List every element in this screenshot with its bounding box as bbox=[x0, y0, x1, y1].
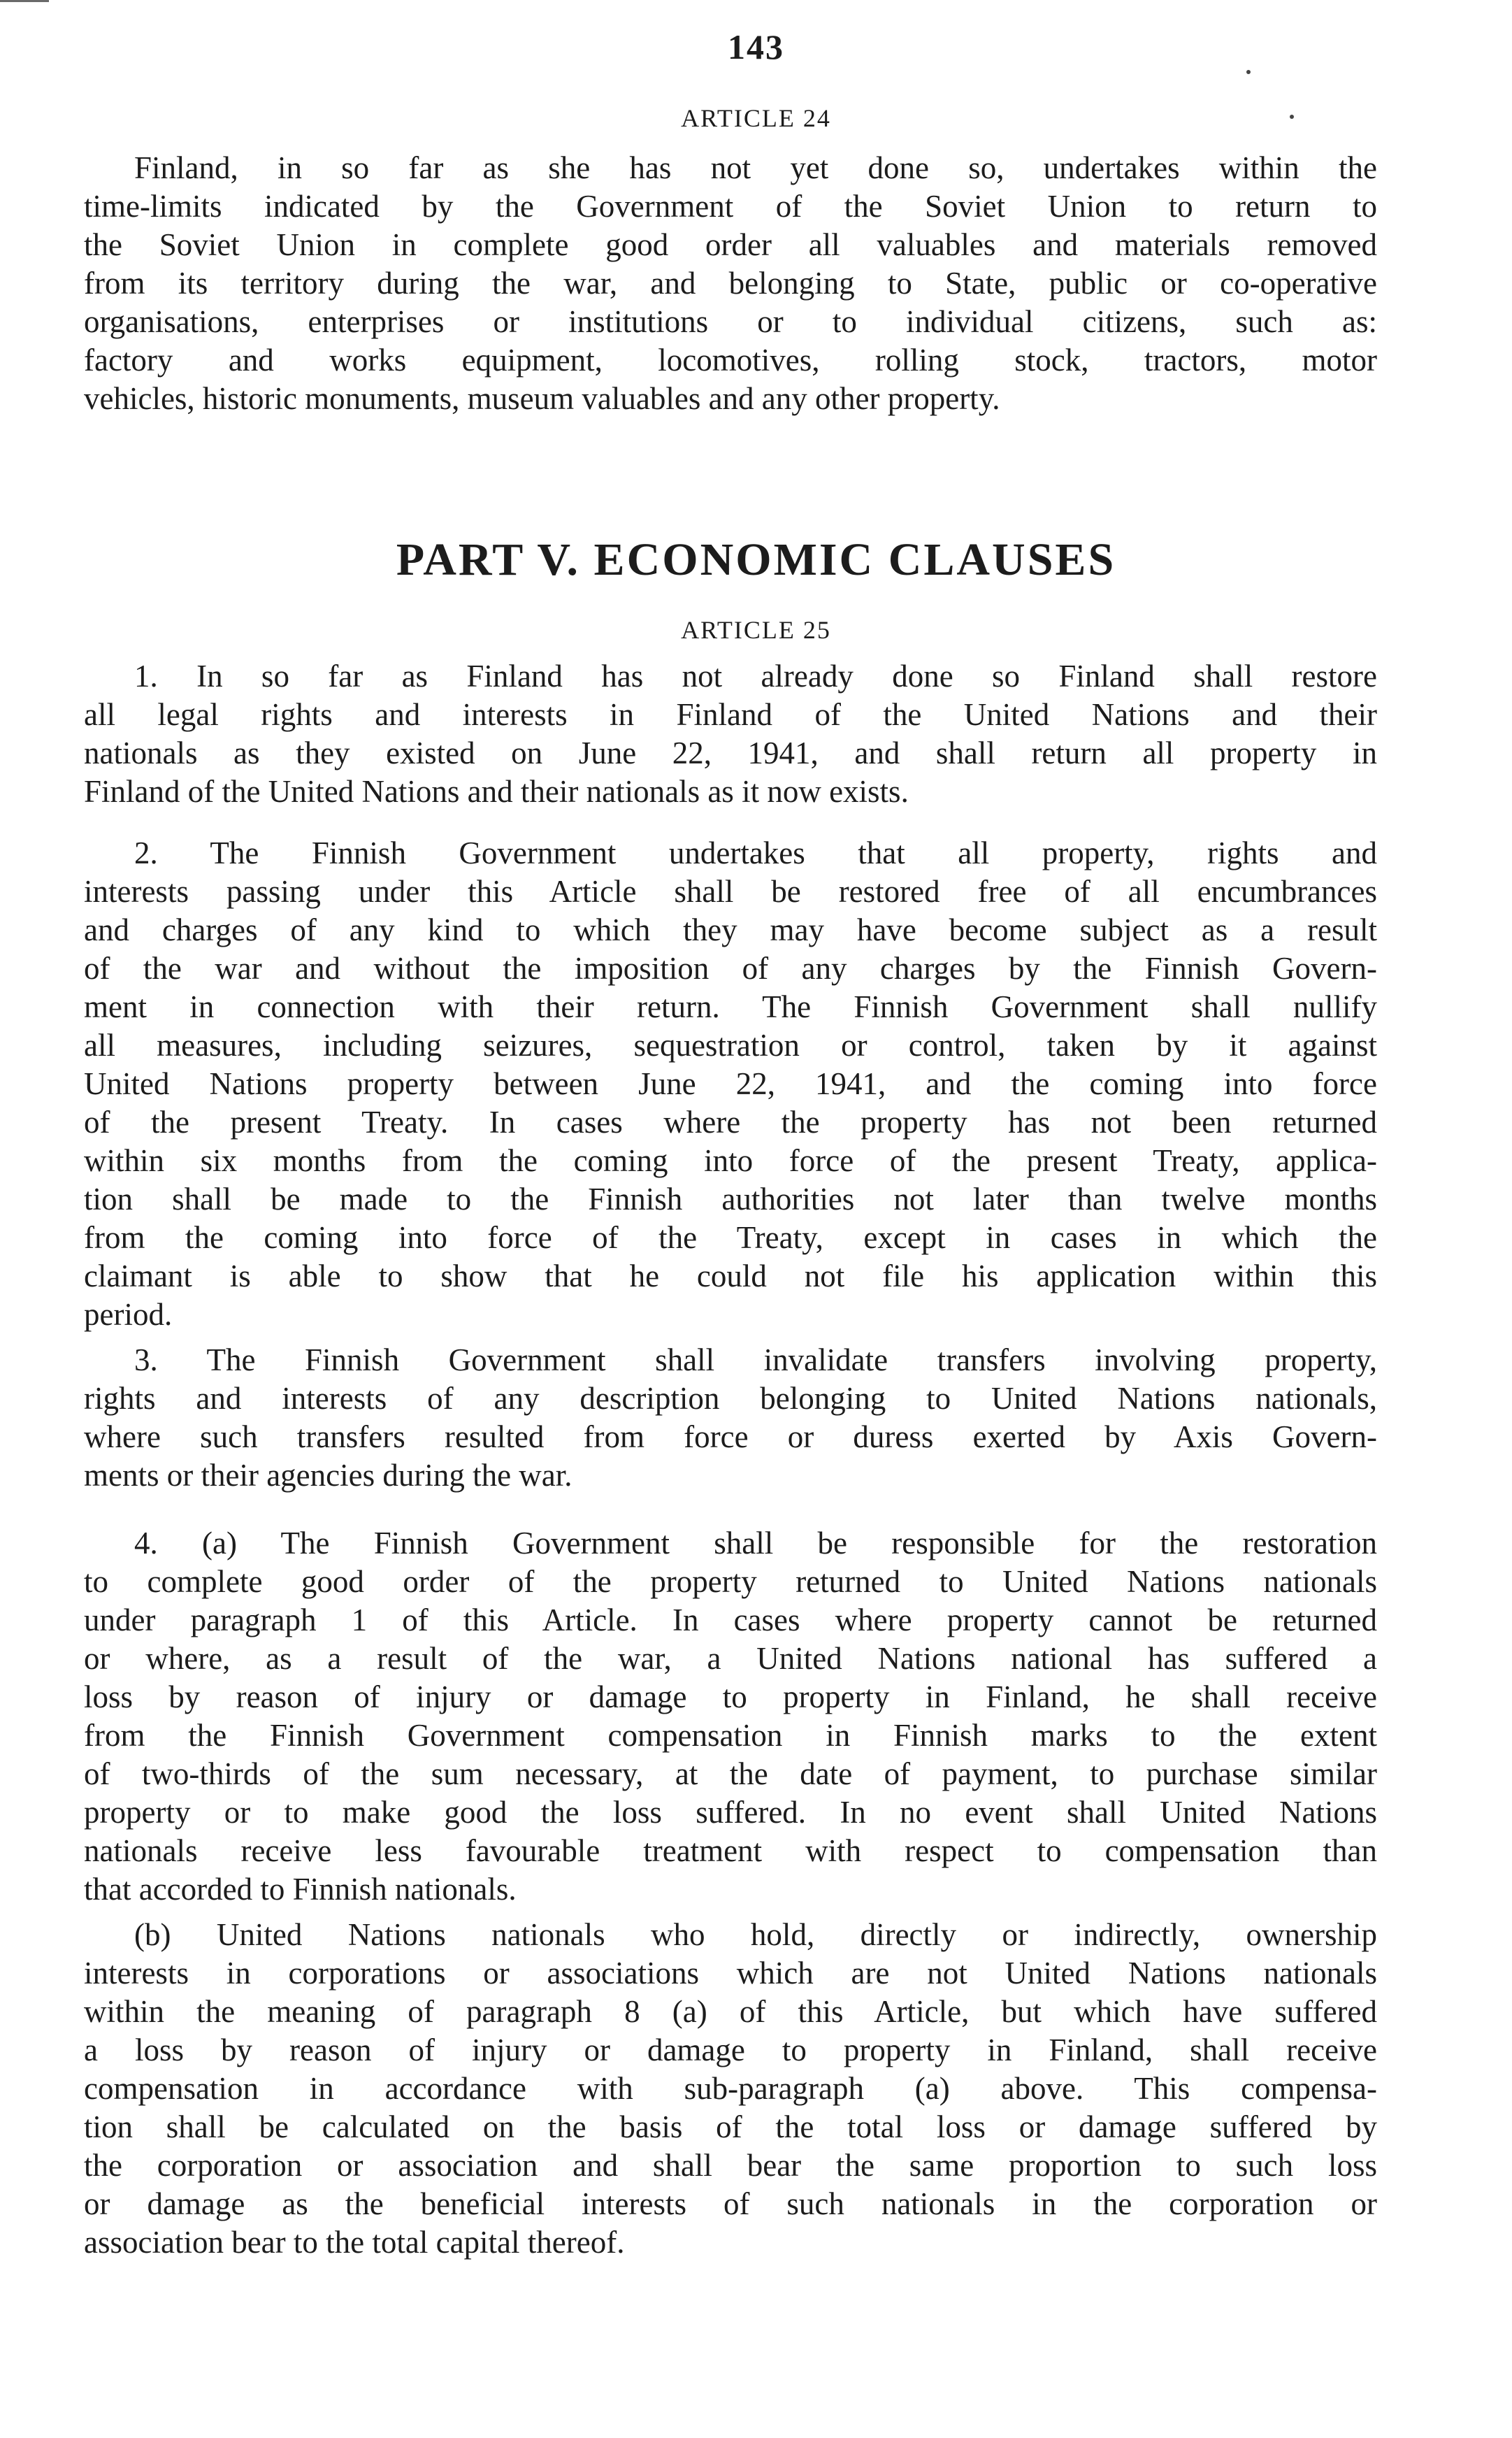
text-line: nationals as they existed on June 22, 1941, and shall return all property in bbox=[84, 736, 1377, 770]
text-line: time-limits indicated by the Government of the Soviet Union to return to bbox=[84, 189, 1377, 224]
text-line: claimant is able to show that he could not file his application within this bbox=[84, 1259, 1377, 1293]
text-line: nationals receive less favourable treatment with respect to compensation than bbox=[84, 1833, 1377, 1868]
text-line: organisations, enterprises or institutions or to individual citizens, such as: bbox=[84, 304, 1377, 339]
text-line: of the war and without the imposition of any charges by the Finnish Govern- bbox=[84, 951, 1377, 986]
text-line: 1. In so far as Finland has not already done so Finland shall restore bbox=[134, 659, 1377, 694]
text-line: interests in corporations or associations which are not United Nations nationals bbox=[84, 1956, 1377, 1991]
page-number: 143 bbox=[728, 27, 784, 66]
part-v-heading: PART V. ECONOMIC CLAUSES bbox=[396, 534, 1116, 585]
text-line: within the meaning of paragraph 8 (a) of this Article, but which have suffered bbox=[84, 1994, 1377, 2029]
text-line: ments or their agencies during the war. bbox=[84, 1458, 573, 1493]
article-24-text bbox=[84, 149, 1377, 418]
text-line: association bear to the total capital thereof. bbox=[84, 2225, 625, 2260]
text-line: from its territory during the war, and belonging to State, public or co-operative bbox=[84, 266, 1377, 301]
text-line: vehicles, historic monuments, museum valuables and any other property. bbox=[84, 381, 1000, 416]
article-25-heading: ARTICLE 25 bbox=[681, 616, 831, 644]
scan-edge-mark bbox=[0, 0, 49, 2]
text-line: of two-thirds of the sum necessary, at the date of payment, to purchase similar bbox=[84, 1756, 1377, 1791]
text-line: and charges of any kind to which they may have become subject as a result bbox=[84, 912, 1377, 947]
text-line: where such transfers resulted from force or duress exerted by Axis Govern- bbox=[84, 1419, 1377, 1454]
text-line: a loss by reason of injury or damage to property in Finland, shall receive bbox=[84, 2032, 1377, 2067]
text-line: from the coming into force of the Treaty, except in cases in which the bbox=[84, 1220, 1377, 1255]
text-line: loss by reason of injury or damage to property in Finland, he shall receive bbox=[84, 1679, 1377, 1714]
scan-speck bbox=[1246, 70, 1251, 74]
text-line: United Nations property between June 22, 1941, and the coming into force bbox=[84, 1066, 1377, 1101]
text-line: all legal rights and interests in Finland of the United Nations and their bbox=[84, 697, 1377, 732]
article-25-paragraph-4a bbox=[84, 1524, 1377, 1909]
text-line: that accorded to Finnish nationals. bbox=[84, 1872, 517, 1907]
text-line: Finland of the United Nations and their nationals as it now exists. bbox=[84, 774, 909, 809]
text-line: property or to make good the loss suffered. In no event shall United Nations bbox=[84, 1795, 1377, 1830]
text-line: 3. The Finnish Government shall invalidate transfers involving property, bbox=[134, 1342, 1377, 1377]
text-line: the corporation or association and shall bear the same proportion to such loss bbox=[84, 2148, 1377, 2183]
article-25-paragraph-4b bbox=[84, 1916, 1377, 2262]
text-line: tion shall be made to the Finnish authorities not later than twelve months bbox=[84, 1182, 1377, 1217]
text-line: the Soviet Union in complete good order all valuables and materials removed bbox=[84, 227, 1377, 262]
article-25-paragraph-3 bbox=[84, 1341, 1377, 1495]
text-line: within six months from the coming into force of the present Treaty, applica- bbox=[84, 1143, 1377, 1178]
article-25-paragraph-1 bbox=[84, 657, 1377, 811]
text-line: from the Finnish Government compensation in Finnish marks to the extent bbox=[84, 1718, 1377, 1753]
text-line: or damage as the beneficial interests of such nationals in the corporation or bbox=[84, 2186, 1377, 2221]
text-line: period. bbox=[84, 1297, 173, 1332]
text-line: rights and interests of any description belonging to United Nations nationals, bbox=[84, 1381, 1377, 1416]
text-line: under paragraph 1 of this Article. In cases where property cannot be returned bbox=[84, 1602, 1377, 1637]
text-line: or where, as a result of the war, a United Nations national has suffered a bbox=[84, 1641, 1377, 1676]
article-25-paragraph-2 bbox=[84, 834, 1377, 1334]
text-line: Finland, in so far as she has not yet done so, undertakes within the bbox=[134, 150, 1377, 185]
text-line: to complete good order of the property returned to United Nations nationals bbox=[84, 1564, 1377, 1599]
text-line: of the present Treaty. In cases where the property has not been returned bbox=[84, 1105, 1377, 1140]
text-line: interests passing under this Article shall be restored free of all encumbrances bbox=[84, 874, 1377, 909]
text-line: factory and works equipment, locomotives, rolling stock, tractors, motor bbox=[84, 343, 1377, 378]
text-line: 2. The Finnish Government undertakes that all property, rights and bbox=[134, 836, 1377, 870]
text-line: 4. (a) The Finnish Government shall be responsible for the restoration bbox=[134, 1526, 1377, 1561]
text-line: all measures, including seizures, sequestration or control, taken by it against bbox=[84, 1028, 1377, 1063]
article-24-heading: ARTICLE 24 bbox=[681, 104, 831, 132]
text-line: compensation in accordance with sub-paragraph (a) above. This compensa- bbox=[84, 2071, 1377, 2106]
text-line: tion shall be calculated on the basis of the total loss or damage suffered by bbox=[84, 2109, 1377, 2144]
text-line: ment in connection with their return. The Finnish Government shall nullify bbox=[84, 989, 1377, 1024]
text-line: (b) United Nations nationals who hold, directly or indirectly, ownership bbox=[134, 1917, 1377, 1952]
